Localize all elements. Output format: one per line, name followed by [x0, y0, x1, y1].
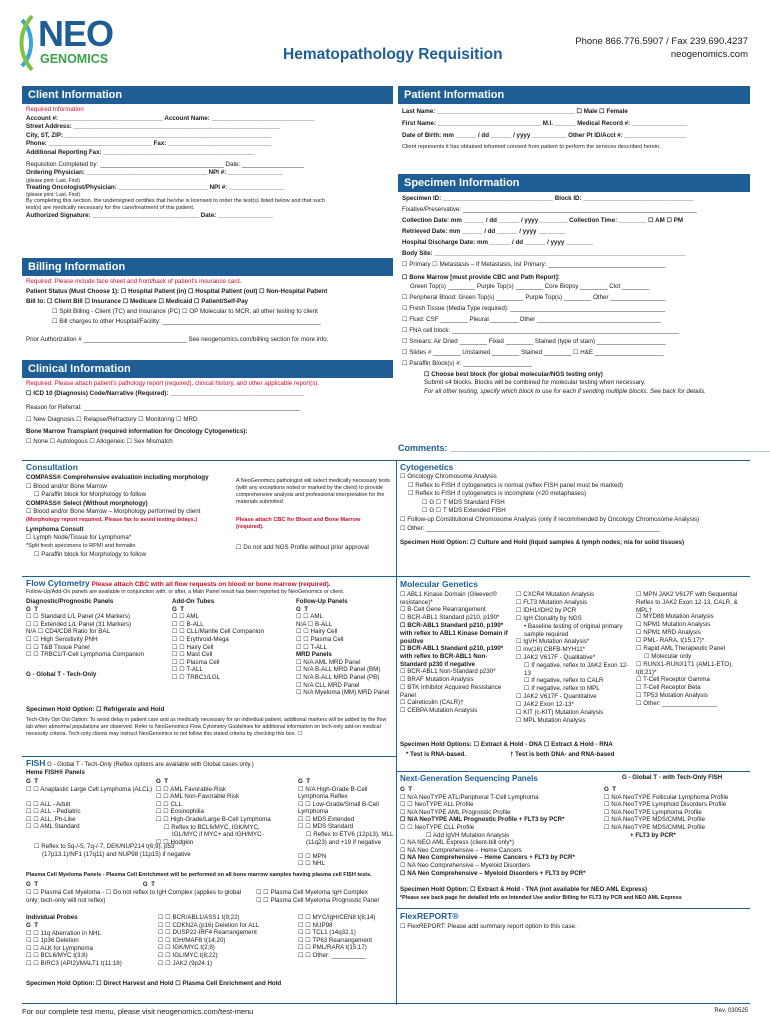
- flow-mrd-option[interactable]: ☐ N/A AML MRD Panel: [296, 658, 361, 666]
- ngs-option[interactable]: ☐ NA Neo Comprehensive – Myeloid Disorders: [400, 861, 531, 869]
- molecular-option[interactable]: ☐ If negative, reflex to JAK2 Exon 12-13: [524, 662, 629, 677]
- collection-date-field[interactable]: Collection Date: mm ______ / dd ______ / yyyy ________ Collection Time: ________ ☐ AM ☐ PM: [402, 217, 684, 224]
- cyto-hold-option[interactable]: Specimen Hold Option: ☐ Culture and Hold (liquid samples & lymph nodes; n/a for solid tissues): [400, 538, 685, 546]
- transplant-options[interactable]: ☐ None ☐ Autologous ☐ Allogeneic ☐ Sex Mismatch: [26, 438, 173, 445]
- flow-mrd-option[interactable]: ☐ N/A Myeloma (MM) MRD Panel: [296, 689, 390, 697]
- molecular-option[interactable]: ☐ FLT3 Mutation Analysis: [516, 599, 588, 606]
- ngs-option[interactable]: ☐ ☐ NeoTYPE CLL Profile: [400, 823, 475, 831]
- molecular-title: Molecular Genetics: [400, 579, 478, 589]
- molecular-option[interactable]: ☐ IDH1/IDH2 by PCR: [516, 607, 577, 614]
- billing-info-header: Billing Information: [22, 258, 393, 276]
- fish-panel-option[interactable]: ☐ N/A High-Grade B-Cell Lymphoma Reflex: [298, 785, 368, 801]
- consult-option[interactable]: ☐ Paraffin block for Morphology to follow: [34, 551, 147, 559]
- ngs-option[interactable]: ☐ N/A NeoTYPE Lymphoid Disorders Profile: [604, 801, 727, 809]
- ngs-option[interactable]: ☐ N/A NeoTYPE Lymphoma Profile: [604, 808, 702, 816]
- bone-marrow-tubes[interactable]: Green Top(s) ________ Purple Top(s) ________ Core Biopsy ________ Clot ________: [410, 282, 650, 290]
- molecular-option[interactable]: ☐ TP53 Mutation Analysis: [636, 692, 708, 699]
- fish-panel-option[interactable]: ☐ ☐ MPN: [298, 852, 327, 860]
- clinical-info-header: Clinical Information: [22, 360, 393, 378]
- account-field[interactable]: Account #: ______________________________ Account Name: ______________________________: [26, 114, 315, 122]
- probe-option[interactable]: ☐ ☐ DUSP22-IRF4 Rearrangement: [158, 929, 257, 937]
- molecular-option[interactable]: ☐ If negative, reflex to MPL: [524, 685, 600, 692]
- ngs-option: + FLT3 by PCR*: [630, 831, 676, 839]
- primary-metastasis-option[interactable]: ☐ Primary ☐ Metastasis – If Metastasis, list Primary: __________________________________: [402, 261, 666, 268]
- molecular-option[interactable]: ☐ BCR-ABL1 Standard p210, p190*: [400, 614, 500, 621]
- first-name-field[interactable]: First Name: ______________________________ M.I. ______ Medical Record #: ________________: [402, 120, 687, 127]
- logo-text-genomics: GENOMICS: [40, 52, 109, 66]
- client-info-header: Client Information: [22, 86, 393, 104]
- section-divider: [396, 771, 750, 772]
- diag-panels-head: Diagnostic/Prognostic Panels: [26, 598, 114, 605]
- flow-addon-option[interactable]: ☐ ☐ TRBC1/LGL: [172, 673, 221, 681]
- fish-panel-option[interactable]: ☐ ☐ Low-Grade/Small B-Cell Lymphoma: [298, 800, 379, 816]
- contact-phone: Phone 866.776.5907 / Fax 239.690.4237: [575, 36, 748, 47]
- flow-follow-option[interactable]: ☐ ☐ T-ALL: [296, 643, 327, 651]
- city-field[interactable]: City, ST, ZIP: ____________________________________________________________: [26, 131, 272, 139]
- fish-panel-option[interactable]: ☐ ☐ AML Standard: [26, 823, 80, 831]
- molecular-option[interactable]: ☐ JAK2 V617F - Quantitative: [516, 693, 597, 700]
- cyto-option[interactable]: ☐ Reflex to FISH if cytogenetics is normal (reflex FISH panel must be marked): [408, 481, 623, 489]
- specimen-info-header: Specimen Information: [398, 174, 750, 192]
- molecular-option[interactable]: ☐ Rapid AML Therapeutic Panel: [636, 645, 726, 652]
- smears-option[interactable]: ☐ Smears: Air Dried ________ Fixed ________ Stained (type of stain) ____________________: [402, 337, 666, 345]
- fresh-tissue-option[interactable]: ☐ Fresh Tissue (Media Type required): _____________________________________________: [402, 304, 666, 312]
- flow-addon-option[interactable]: ☐ ☐ Erythroid-Mega: [172, 635, 229, 643]
- probe-option[interactable]: ☐ ☐ 11q Aberration in NHL: [26, 929, 101, 937]
- flow-gt-legend: G - Global T - Tech-Only: [26, 670, 97, 678]
- fish-reflex-note: (17p13.1)/NF1 (17q11) and NUP98 (11p15) if negative: [42, 850, 191, 858]
- fish-panel-option[interactable]: ☐ ☐ MDS Extended: [298, 815, 355, 823]
- fish-reflex-option[interactable]: ☐ Reflex to 5q-/-5, 7q-/-7, DEK/NUP214 t(6;9), p53: [34, 843, 175, 850]
- fish-reflex-option[interactable]: ☐ Reflex to ETV6 (12p13), MLL (11q23) and +19 if negative: [306, 830, 394, 846]
- flow-diag-option[interactable]: ☐ ☐ High Sensitivity PNH: [26, 635, 98, 643]
- ngs-option[interactable]: ☐ N/A NeoTYPE MDS/CMML Profile: [604, 823, 705, 831]
- follow-up-head: Follow-Up Panels: [296, 598, 348, 605]
- molecular-option[interactable]: ☐ IgVH Mutation Analysis*: [516, 638, 590, 645]
- fish-reflex-option[interactable]: ☐ Reflex to BCL6/MYC, IGK/MYC,: [164, 823, 260, 831]
- consult-line: COMPASS® Comprehensive evaluation including morphology: [26, 474, 209, 481]
- fish-panel-option[interactable]: ☐ ☐ CLL: [156, 800, 182, 808]
- treating-oncologist-field[interactable]: Treating Oncologist/Physician: __________________________ NPI #: ________________: [26, 183, 284, 191]
- ngs-option[interactable]: ☐ N/A NeoTYPE ATL/Peripheral T-Cell Lymphoma: [400, 793, 539, 801]
- ngs-option[interactable]: ☐ NA Neo Comprehensive – Myeloid Disorders + FLT3 by PCR*: [400, 869, 586, 877]
- flow-follow-option[interactable]: ☐ ☐ Hairy Cell: [296, 628, 338, 636]
- flow-opt-out[interactable]: Tech-Only Opt Out Option: To avoid delay in patient care and as medically necessary for an individual patient, additional markers will be added by the flow lab when abnormal populations are observed. Refer to NeoGenomics Flow Cytometry Guidelines for additional information on tech-only add-on medical necessity criteria. Tech-only clients may instruct NeoGenomics to not follow this stated criteria by checking this box. ☐: [26, 717, 387, 737]
- plasma-cell-option[interactable]: ☐ ☐ Plasma Cell Myeloma Prognostic Panel: [256, 897, 379, 904]
- block-note: For all other testing, specify which block to use for each if sending multiple blocks. See back for details.: [424, 387, 707, 395]
- footer-divider: [22, 1003, 750, 1004]
- fish-panel-option[interactable]: ☐ ☐ Anaplastic Large Cell Lymphoma (ALCL): [26, 785, 153, 793]
- probe-option[interactable]: ☐ ☐ PML/RARA t(15;17): [298, 944, 367, 952]
- flow-addon-option[interactable]: ☐ ☐ AML: [172, 613, 199, 621]
- molecular-option[interactable]: ☐ MPL Mutation Analysis: [516, 717, 586, 724]
- billing-info-section: [26, 278, 394, 360]
- probe-option[interactable]: ☐ ☐ IGK/MYC t(2;8): [158, 944, 215, 952]
- bill-to-options[interactable]: Bill to: ☐ Client Bill ☐ Insurance ☐ Medicare ☐ Medicaid ☐ Patient/Self-Pay: [26, 298, 249, 305]
- molecular-option[interactable]: ☐ MPN JAK2 V617F with Sequential Reflex to JAK2 Exon 12-13, CALR, & MPL†: [636, 591, 738, 614]
- addon-tubes-head: Add-On Tubes: [172, 598, 215, 605]
- block-note: Submit ≤4 blocks. Blocks will be combined for molecular testing when necessary.: [424, 379, 646, 387]
- fish-panel-option[interactable]: ☐ ☐ Hodgkin: [156, 838, 194, 846]
- probe-option[interactable]: ☐ ☐ TCL1 (14q32.1): [298, 929, 356, 937]
- probes-head: Individual Probes: [26, 914, 78, 921]
- diagnosis-status-options[interactable]: ☐ New Diagnosis ☐ Relapse/Refractory ☐ Monitoring ☐ MRD: [26, 416, 198, 423]
- consult-note: (Morphology report required. Please fax to avoid testing delays.): [26, 516, 198, 523]
- patient-status-options[interactable]: Patient Status (Must Choose 1): ☐ Hospital Patient (in) ☐ Hospital Patient (out) ☐ Non-Hospital Patient: [26, 288, 328, 295]
- consent-text: Client represents it has obtained informed consent from patient to perform the services described herein.: [402, 144, 661, 150]
- rna-note: * Test is RNA-based.: [406, 751, 467, 758]
- molecular-option[interactable]: ☐ JAK2 Exon 12-13*: [516, 701, 574, 708]
- molecular-option[interactable]: ☐ Calreticulin (CALR)†: [400, 699, 464, 706]
- cyto-option[interactable]: ☐ Follow-up Constitutional Chromosome Analysis (only if recommended by Oncology Chromosome Analysis): [400, 515, 700, 523]
- ngs-option[interactable]: ☐ NA Neo Comprehensive – Heme Cancers: [400, 846, 522, 854]
- icd10-field[interactable]: ☐ ICD 10 (Diagnosis) Code/Narrative (Required): _______________________________________: [26, 390, 305, 397]
- cyto-option[interactable]: ☐ G ☐ T MDS Extended FISH: [422, 507, 506, 515]
- flow-title: Flow Cytometry: [26, 578, 90, 588]
- client-line: Required Information: [26, 106, 84, 113]
- molecular-option[interactable]: ☐ NPM1 Mutation Analysis: [636, 621, 711, 628]
- flow-diag-option[interactable]: ☐ ☐ TRBC1/T-Cell Lymphoma Companion: [26, 651, 145, 659]
- flow-follow-option[interactable]: N/A ☐ B-ALL: [296, 620, 333, 628]
- ngs-option[interactable]: ☐ Add IgVH Mutation Analysis: [426, 831, 510, 839]
- ordering-physician-field[interactable]: Ordering Physician: ___________________________________ NPI #: ________________: [26, 169, 283, 177]
- fixative-field[interactable]: Fixative/Preservative: ____________________________________________________________________: [402, 206, 697, 213]
- prior-auth-field[interactable]: Prior Authorization # ______________________________ See neogenomics.com/billing section for more info.: [26, 336, 329, 343]
- specimen-id-field[interactable]: Specimen ID: ________________________________ Block ID: ________________________________: [402, 195, 694, 202]
- flow-diag-option[interactable]: ☐ ☐ Standard L/L Panel (24 Markers): [26, 613, 131, 621]
- fish-reflex-note: IGL/MYC if MYC+ and IGH/MYC-: [172, 831, 264, 839]
- plasma-cell-option[interactable]: ☐ ☐ Plasma Cell Myeloma IgH Complex: [256, 889, 368, 896]
- street-field[interactable]: Street Address: ____________________________________________________________: [26, 123, 281, 131]
- molecular-option[interactable]: ☐ IgH Clonality by NGS: [516, 615, 582, 622]
- molecular-hold-option[interactable]: Specimen Hold Options: ☐ Extract & Hold - DNA ☐ Extract & Hold - RNA: [400, 741, 613, 748]
- fish-panel-option[interactable]: ☐ ☐ ALL - Adult: [26, 800, 71, 808]
- flow-diag-option[interactable]: N/A ☐ CD4/CD8 Ratio for BAL: [26, 628, 110, 636]
- fish-subtitle: G - Global T - Tech-Only (Reflex options are available with Global cases only.): [47, 762, 254, 768]
- discharge-date-field[interactable]: Hospital Discharge Date: mm ______ / dd ______ / yyyy ________: [402, 239, 594, 246]
- ngs-option[interactable]: ☐ NA Neo Comprehensive – Heme Cancers + FLT3 by PCR*: [400, 854, 575, 862]
- flow-mrd-option[interactable]: ☐ N/A B-ALL MRD Panel (BM): [296, 666, 381, 674]
- molecular-option[interactable]: ☐ T-Cell Receptor Gamma: [636, 676, 710, 683]
- molecular-option[interactable]: ☐ JAK2 V617F - Qualitative*: [516, 654, 596, 661]
- column-divider: [396, 460, 397, 1005]
- consult-option[interactable]: ☐ Lymph Node/Tissue for Lymphoma*: [26, 534, 132, 542]
- consultation-section: [26, 462, 394, 574]
- split-billing-option[interactable]: ☐ Split Billing - Client (TC) and Insurance (PC) ☐ OP Molecular to MCR, all other testing to client: [52, 308, 318, 315]
- fish-panel-option[interactable]: ☐ ☐ NHL: [298, 860, 325, 868]
- flow-addon-option[interactable]: ☐ ☐ CLL/Mantle Cell Companion: [172, 628, 264, 636]
- print-hint: (please print: Last, First): [26, 177, 80, 184]
- reporting-fax-field[interactable]: Additional Reporting Fax: ____________________________________________: [26, 148, 255, 156]
- cyto-other-field[interactable]: ☐ Other: ____________________________________________________________________: [400, 524, 661, 532]
- flow-mrd-option[interactable]: ☐ N/A CLL MRD Panel: [296, 681, 360, 689]
- probe-option[interactable]: ☐ ☐ BCL6/MYC t(3;8): [26, 952, 88, 960]
- ngs-option[interactable]: ☐ N/A NeoTYPE MDS/CMML Profile: [604, 816, 705, 824]
- molecular-option[interactable]: ☐ BTK Inhibitor Acquired Resistance Panel: [400, 684, 502, 699]
- clinical-required-text: Required: Please attach patient's pathology report (required), clinical history, and other applicable report(s).: [26, 380, 320, 387]
- molecular-option[interactable]: ☐ Other: ________________: [636, 700, 718, 707]
- certification-text: test(s) are medically necessary for the care/treatment of this patient.: [26, 205, 195, 212]
- consult-line: COMPASS® Select (Without morphology): [26, 499, 148, 507]
- fish-panel-option[interactable]: ☐ ☐ AML Favorable-Risk: [156, 785, 227, 793]
- completed-by-field[interactable]: Requisition Completed by: ____________________________________ Date: __________________: [26, 160, 304, 168]
- cyto-option[interactable]: ☐ Reflex to FISH if cytogenetics is incomplete (<20 metaphases): [408, 490, 587, 498]
- flexreport-option[interactable]: ☐ FlexREPORT: Please add summary report option to this case.: [400, 923, 577, 930]
- fish-panel-option[interactable]: ☐ ☐ High-Grade/Large B-Cell Lymphoma: [156, 815, 271, 823]
- probe-option[interactable]: ☐ ☐ CDKN2A (p16) Deletion for ALL: [158, 921, 260, 929]
- client-info-section: [26, 106, 394, 252]
- flow-addon-option[interactable]: ☐ ☐ T-ALL: [172, 666, 203, 674]
- dob-field[interactable]: Date of Birth: mm ______ / dd ______ / yyyy __________ Other Pt ID/Acct #: __________________: [402, 132, 687, 139]
- plasma-cell-head: Plasma Cell Myeloma Panels - Plasma Cell Enrichment will be performed on all bone marrow samples having plasma cell FISH tests.: [26, 872, 372, 878]
- probe-option[interactable]: ☐ ☐ 1p36 Deletion: [26, 937, 79, 945]
- probe-option[interactable]: ☐ ☐ JAK2 (9p24.1): [158, 959, 213, 967]
- clinical-info-section: [26, 380, 394, 460]
- section-divider: [396, 576, 750, 577]
- molecular-note: • Baseline testing of original primary sample required: [524, 623, 623, 638]
- fluid-option[interactable]: ☐ Fluid: CSF ________ Pleural ________ Other ____________________________________: [402, 315, 661, 323]
- plasma-cell-option[interactable]: ☐ ☐ Plasma Cell Myeloma - ☐ Do not reflex to IgH Complex (applies to global only; tech-only will not reflex): [26, 889, 242, 904]
- contact-website: neogenomics.com: [670, 49, 748, 60]
- ngs-option[interactable]: ☐ ☐ NeoTYPE ALL Profile: [400, 801, 474, 809]
- molecular-option[interactable]: ☐ MYD88 Mutation Analysis: [636, 613, 714, 620]
- footer-revision: Rev. 030525: [714, 1008, 748, 1014]
- ngs-option[interactable]: ☐ N/A NeoTYPE AML Prognostic Profile: [400, 808, 511, 816]
- neogenomics-logo: [14, 8, 124, 78]
- fish-title: FISH: [26, 758, 46, 768]
- molecular-option[interactable]: ☐ NPM1 MRD Analysis: [636, 629, 701, 636]
- heme-fish-head: Heme FISH® Panels: [26, 769, 85, 776]
- molecular-option[interactable]: ☐ CXCR4 Mutation Analysis: [516, 591, 595, 598]
- molecular-option[interactable]: ☐ B-Cell Gene Rearrangement: [400, 606, 486, 613]
- flexreport-title: FlexREPORT®: [400, 911, 459, 921]
- consultation-title: Consultation: [26, 462, 78, 472]
- fna-option[interactable]: ☐ FNA cell block: __________________________________________________________________: [402, 326, 680, 334]
- other-facility-option[interactable]: ☐ Bill charges to other Hospital/Facility: ______________________________________________: [52, 318, 321, 325]
- flow-hold-option[interactable]: Specimen Hold Option: ☐ Refrigerate and Hold: [26, 706, 165, 713]
- ngs-section: Next-Generation Sequencing Panels G - Global T - with Tech-Only FISH G T ☐ N/A NeoTYPE ATL/Peripheral T-Cell Lymphoma ☐ ☐ NeoTYPE ALL Profile ☐ N/A NeoTYPE AML Prognostic Profile ☐ N/A NeoTYPE AML Prognostic Profile + FLT3 by PCR* ☐ ☐ NeoTYPE CLL Profile ☐ Add IgVH Mutation Analysis ☐ NA NEO AML Express (client-bill only*) ☐ NA Neo Comprehensive – Heme Cancers ☐ NA Neo Comprehensive – Heme Cancers + FLT3 by PCR* ☐ NA Neo Comprehensive – Myeloid Disorders ☐ NA Neo Comprehensive – Myeloid Disorders + FLT3 by PCR* G T ☐ N/A NeoTYPE Follicular Lymphoma Profile ☐ N/A NeoTYPE Lymphoid Disorders Profile ☐ N/A NeoTYPE Lymphoma Profile ☐ N/A NeoTYPE MDS/CMML Profile ☐ N/A NeoTYPE MDS/CMML Profile + FLT3 by PCR* Specimen Hold Option: ☐ Extract & Hold - TNA (not available for NEO AML Express) *Please see back page for detailed info on Intended Use and/or Billing for FLT3 by PCR and NEO AML Express: [400, 774, 750, 964]
- flow-diag-option[interactable]: ☐ ☐ T&B Tissue Panel: [26, 643, 90, 651]
- dna-note: † Test is both DNA- and RNA-based: [510, 751, 615, 758]
- certification-text: By completing this section, the undersigned certifies that he/she is licensed to order the test(s) listed below and that such: [26, 198, 325, 205]
- bone-marrow-option[interactable]: ☐ Bone Marrow [must provide CBC and Path Report]:: [402, 274, 560, 281]
- billing-required-text: Required: Please include face sheet and front/back of patient's insurance card.: [26, 278, 242, 285]
- fish-panel-option[interactable]: ☐ ☐ Eosinophilia: [156, 808, 204, 816]
- molecular-option[interactable]: ☐ CEBPA Mutation Analysis: [400, 707, 478, 714]
- molecular-option[interactable]: ☐ ABL1 Kinase Domain (Gleevec® resistance)*: [400, 591, 497, 606]
- molecular-option[interactable]: ☐ BCR-ABL1 Standard p210, p190* with reflex to ABL1 Kinase Domain if positive: [400, 622, 508, 645]
- ngs-hold-option[interactable]: Specimen Hold Option: ☐ Extract & Hold - TNA (not available for NEO AML Express): [400, 886, 648, 893]
- consult-note: *Split fresh specimens to RPMI and formalin: [26, 542, 136, 549]
- molecular-option[interactable]: ☐ inv(16) CBFB-MYH11*: [516, 646, 586, 653]
- probe-option[interactable]: ☐ ☐ BCR/ABL1/ASS1 t(9;22): [158, 914, 240, 921]
- page-title: Hematopathology Requisition: [283, 46, 503, 63]
- probe-option[interactable]: ☐ ☐ BIRC3 (API2)/MALT1 t(11;18): [26, 959, 122, 967]
- flow-mrd-option[interactable]: ☐ N/A B-ALL MRD Panel (PB): [296, 673, 380, 681]
- flow-cbc-note: Please attach CBC with all flow requests on blood or bone marrow (required).: [91, 581, 331, 588]
- print-hint: (please print: Last, First): [26, 192, 80, 199]
- logo-text-neo: NEO: [38, 13, 114, 54]
- molecular-option[interactable]: ☐ KIT (c-KIT) Mutation Analysis: [516, 709, 604, 716]
- retrieved-date-field[interactable]: Retrieved Date: mm ______ / dd ______ / yyyy ________: [402, 228, 566, 235]
- fish-panel-option[interactable]: ☐ ☐ MDS Standard: [298, 823, 354, 831]
- slides-option[interactable]: ☐ Slides # ________ Unstained ________ Stained ________ ☐ H&E ____________________: [402, 348, 664, 356]
- fish-hold-option[interactable]: Specimen Hold Option: ☐ Direct Harvest and Hold ☐ Plasma Cell Enrichment and Hold: [26, 980, 282, 987]
- patient-info-header: Patient Information: [398, 86, 750, 104]
- probe-option[interactable]: ☐ ☐ MYC/IgH/CEN8 t(8;14): [298, 914, 376, 921]
- probe-option[interactable]: ☐ ☐ ALK for Lymphoma: [26, 944, 93, 952]
- cytogenetics-title: Cytogenetics: [400, 462, 454, 472]
- body-site-field[interactable]: Body Site: _________________________________________________________________________: [402, 250, 686, 257]
- probe-option[interactable]: ☐ ☐ IGH/MAFB t(14;20): [158, 936, 226, 944]
- ngs-option[interactable]: ☐ N/A NeoTYPE Follicular Lymphoma Profile: [604, 793, 729, 801]
- molecular-option[interactable]: ☐ BRAF Mutation Analysis: [400, 676, 474, 683]
- flow-follow-option[interactable]: ☐ ☐ AML: [296, 613, 323, 621]
- molecular-section: [400, 579, 750, 767]
- fish-panel-option[interactable]: ☐ ☐ AML Non-Favorable Risk: [156, 793, 240, 801]
- section-divider: [22, 756, 396, 757]
- section-divider: [22, 576, 396, 577]
- paraffin-option[interactable]: ☐ Paraffin Block(s) #: ____________________: [402, 359, 532, 367]
- mrd-panels-head: MRD Panels: [296, 651, 332, 659]
- section-divider: [396, 908, 750, 909]
- probe-option[interactable]: ☐ ☐ NUP98: [298, 921, 333, 929]
- cytogenetics-section: [400, 462, 750, 572]
- flow-diag-option[interactable]: ☐ ☐ Extended L/L Panel (31 Markers): [26, 620, 132, 628]
- molecular-option[interactable]: ☐ If negative, reflex to CALR: [524, 677, 604, 684]
- probe-option[interactable]: ☐ ☐ TP63 Rearrangement: [298, 936, 372, 944]
- molecular-option[interactable]: ☐ Molecular only: [644, 653, 692, 660]
- comments-field[interactable]: Comments: ________________________________________________________________: [398, 443, 770, 453]
- referral-reason-field[interactable]: Reason for Referral: _______________________________________________________________: [26, 404, 301, 411]
- probe-option[interactable]: ☐ ☐ Other: __________: [298, 951, 366, 959]
- flow-addon-option[interactable]: ☐ ☐ B-ALL: [172, 620, 204, 628]
- ngs-approval-option[interactable]: ☐ Do not add NGS Profile without prior approval: [236, 544, 369, 551]
- molecular-option[interactable]: ☐ T-Cell Receptor Beta: [636, 684, 701, 691]
- fish-panel-option[interactable]: ☐ ☐ ALL - Pediatric: [26, 808, 81, 816]
- consult-cbc-note: Please attach CBC for Blood and Bone Marrow (required).: [236, 517, 361, 530]
- section-divider: [22, 460, 750, 461]
- flow-addon-option[interactable]: ☐ ☐ Plasma Cell: [172, 658, 220, 666]
- signature-field[interactable]: Authorized Signature: _______________________________ Date: ________________: [26, 212, 273, 220]
- consult-pathologist-note: A NeoGenomics pathologist will select medically necessary tests (with any exceptions noted or marked by the client) to provide comprehensive analysis and professional interpretation for the materials submitted.: [236, 478, 390, 506]
- probe-option[interactable]: ☐ ☐ IGL/MYC t(8;22): [158, 951, 218, 959]
- flow-follow-option[interactable]: ☐ ☐ Plasma Cell: [296, 635, 344, 643]
- patient-info-section: [402, 108, 752, 166]
- flow-cytometry-section: Flow Cytometry Please attach CBC with all flow requests on blood or bone marrow (required). Follow-Up/Add-On panels are available in conjunction with, or after, a Main Panel result has been reported by NeoGenomics or client. Diagnostic/Prognostic Panels G T ☐ ☐ Standard L/L Panel (24 Markers) ☐ ☐ Extended L/L Panel (31 Markers) N/A ☐ CD4/CD8 Ratio for BAL ☐ ☐ High Sensitivity PNH ☐ ☐ T&B Tissue Panel ☐ ☐ TRBC1/T-Cell Lymphoma Companion G - Global T - Tech-Only Add-On Tubes G T ☐ ☐ AML ☐ ☐ B-ALL ☐ ☐ CLL/Mantle Cell Companion ☐ ☐ Erythroid-Mega ☐ ☐ Hairy Cell ☐ ☐ Mast Cell ☐ ☐ Plasma Cell ☐ ☐ T-ALL ☐ ☐ TRBC1/LGL Follow-Up Panels G T ☐ ☐ AML N/A ☐ B-ALL ☐ ☐ Hairy Cell ☐ ☐ Plasma Cell ☐ ☐ T-ALL MRD Panels ☐ N/A AML MRD Panel ☐ N/A B-ALL MRD Panel (BM) ☐ N/A B-ALL MRD Panel (PB) ☐ N/A CLL MRD Panel ☐ N/A Myeloma (MM) MRD Panel Specimen Hold Option: ☐ Refrigerate and Hold Tech-Only Opt Out Option: To avoid delay in patient care and as medically necessary for an individual patient, additional markers will be added by the flow lab when abnormal populations are observed. Refer to NeoGenomics Flow Cytometry Guidelines for additional information on tech-only add-on medical necessity criteria. Tech-only clients may instruct NeoGenomics to not follow this stated criteria by checking this box. ☐: [26, 578, 394, 754]
- flow-intro: Follow-Up/Add-On panels are available in conjunction with, or after, a Main Panel result has been reported by NeoGenomics or client.: [26, 589, 345, 595]
- fish-section: FISH G - Global T - Tech-Only (Reflex options are available with Global cases only.) Heme FISH® Panels G T ☐ ☐ Anaplastic Large Cell Lymphoma (ALCL) ☐ ☐ ALL - Adult ☐ ☐ ALL - Pediatric ☐ ☐ ALL, Ph-Like ☐ ☐ AML Standard G T ☐ ☐ AML Favorable-Risk ☐ ☐ AML Non-Favorable Risk ☐ ☐ CLL ☐ ☐ Eosinophilia ☐ ☐ High-Grade/Large B-Cell Lymphoma ☐ Reflex to BCL6/MYC, IGK/MYC, IGL/MYC if MYC+ and IGH/MYC- ☐ ☐ Hodgkin G T ☐ N/A High-Grade B-Cell Lymphoma Reflex ☐ ☐ Low-Grade/Small B-Cell Lymphoma ☐ ☐ MDS Extended ☐ ☐ MDS Standard ☐ Reflex to ETV6 (12p13), MLL (11q23) and +19 if negative ☐ ☐ MPN ☐ ☐ NHL ☐ Reflex to 5q-/-5, 7q-/-7, DEK/NUP214 t(6;9), p53 (17p13.1)/NF1 (17q11) and NUP98 (11p15) if negative Plasma Cell Myeloma Panels - Plasma Cell Enrichment will be performed on all bone marrow samples having plasma cell FISH tests. G T G T ☐ ☐ Plasma Cell Myeloma - ☐ Do not reflex to IgH Complex (applies to global only; tech-only will not reflex) ☐ ☐ Plasma Cell Myeloma IgH Complex ☐ ☐ Plasma Cell Myeloma Prognostic Panel Individual Probes G T ☐ ☐ 11q Aberration in NHL ☐ ☐ 1p36 Deletion ☐ ☐ ALK for Lymphoma ☐ ☐ BCL6/MYC t(3;8) ☐ ☐ BIRC3 (API2)/MALT1 t(11;18) ☐ ☐ BCR/ABL1/ASS1 t(9;22) ☐ ☐ CDKN2A (p16) Deletion for ALL ☐ ☐ DUSP22-IRF4 Rearrangement ☐ ☐ IGH/MAFB t(14;20) ☐ ☐ IGK/MYC t(2;8) ☐ ☐ IGL/MYC t(8;22) ☐ ☐ JAK2 (9p24.1) ☐ ☐ MYC/IgH/CEN8 t(8;14) ☐ ☐ NUP98 ☐ ☐ TCL1 (14q32.1) ☐ ☐ TP63 Rearrangement ☐ ☐ PML/RARA t(15;17) ☐ ☐ Other: __________ Specimen Hold Option: ☐ Direct Harvest and Hold ☐ Plasma Cell Enrichment and Hold: [26, 758, 394, 998]
- molecular-option[interactable]: ☐ RUNX1-RUNX1T1 (AML1-ETO), t(8;21)*: [636, 661, 733, 676]
- phone-fax-field[interactable]: Phone: ______________________________ Fax: ______________________________: [26, 140, 272, 148]
- flow-addon-option[interactable]: ☐ ☐ Mast Cell: [172, 651, 213, 659]
- ngs-option[interactable]: ☐ NA NEO AML Express (client-bill only*): [400, 839, 514, 847]
- ngs-note: *Please see back page for detailed info on Intended Use and/or Billing for FLT3 by PCR and NEO AML Express: [400, 895, 682, 901]
- consult-line: Lymphoma Consult: [26, 525, 84, 533]
- peripheral-blood-option[interactable]: ☐ Peripheral Blood: Green Top(s) ________ Purple Top(s) ________ Other ________________: [402, 293, 666, 301]
- footer-test-menu[interactable]: For our complete test menu, please visit neogenomics.com/test-menu: [22, 1007, 254, 1016]
- flow-addon-option[interactable]: ☐ ☐ Hairy Cell: [172, 643, 214, 651]
- best-block-option[interactable]: ☐ Choose best block (for global molecular/NGS testing only): [424, 370, 603, 378]
- consult-option[interactable]: ☐ Paraffin block for Morphology to follow: [34, 491, 147, 499]
- consult-option[interactable]: ☐ Blood and/or Bone Marrow: [26, 482, 107, 490]
- ngs-gt-legend: G - Global T - with Tech-Only FISH: [622, 774, 723, 781]
- molecular-option[interactable]: ☐ BCR-ABL1 Standard p210, p190* with reflex to BCR-ABL1 Non-Standard p230 if negative: [400, 645, 504, 668]
- ngs-title: Next-Generation Sequencing Panels: [400, 774, 538, 783]
- cyto-option[interactable]: ☐ G ☐ T MDS Standard FISH: [422, 498, 505, 506]
- molecular-option[interactable]: ☐ BCR-ABL1 Non-Standard p230*: [400, 668, 496, 675]
- consult-option[interactable]: ☐ Blood and/or Bone Marrow – Morphology performed by client: [26, 508, 201, 516]
- ngs-option[interactable]: ☐ N/A NeoTYPE AML Prognostic Profile + FLT3 by PCR*: [400, 816, 565, 824]
- specimen-info-section: [402, 195, 752, 445]
- fish-panel-option[interactable]: ☐ ☐ ALL, Ph-Like: [26, 815, 76, 823]
- cyto-option[interactable]: ☐ Oncology Chromosome Analysis: [400, 473, 497, 480]
- last-name-field[interactable]: Last Name: ________________________________________ ☐ Male ☐ Female: [402, 108, 628, 115]
- transplant-label: Bone Marrow Transplant (required information for Oncology Cytogenetics):: [26, 428, 248, 435]
- molecular-option[interactable]: ☐ PML- RARA, t(15;17)*: [636, 637, 705, 644]
